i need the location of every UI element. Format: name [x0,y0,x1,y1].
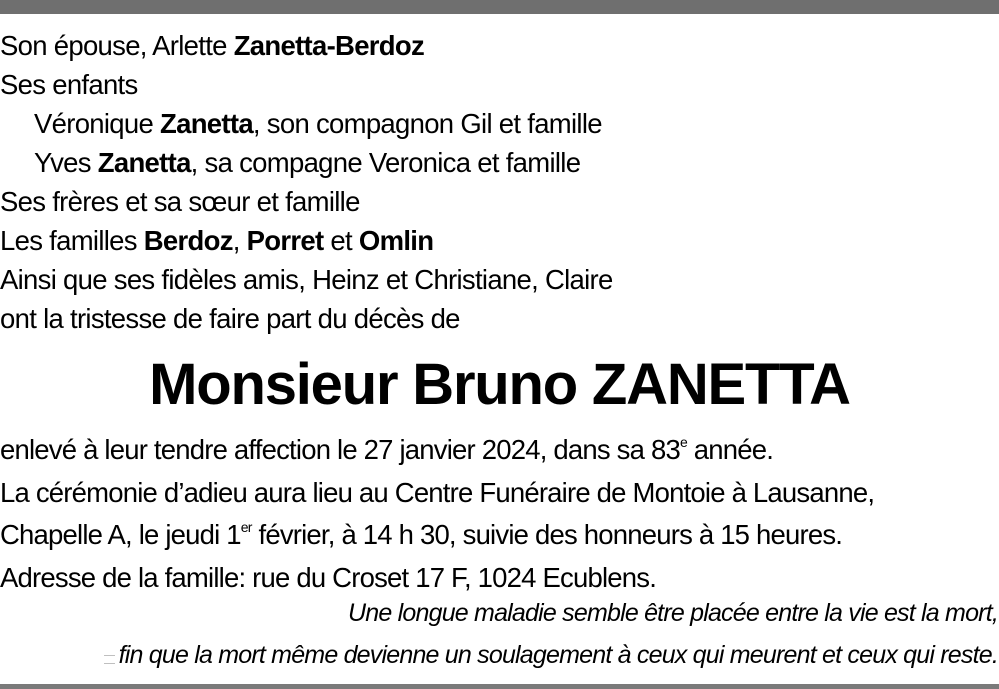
closing-quote [0,592,998,676]
family-address: Adresse de la famille: rue du Croset 17 F, 1024 Ecublens. [0,561,657,593]
family-conjunction: et [323,225,359,256]
families-line [0,221,998,260]
quote-line-2: fin que la mort même devienne un soulagement à ceux qui meurent et ceux qui reste. [118,641,998,669]
child-line-1 [0,104,998,143]
age-line-main: enlevé à leur tendre affection le 27 janvier 2024, dans sa 83 [0,434,680,465]
service-details [0,429,998,599]
schedule-line [0,514,998,557]
spouse-line [0,26,998,65]
children-heading: Ses enfants [0,69,138,100]
child-1-details: , son compagnon Gil et famille [252,108,602,139]
age-line-end: année. [686,434,774,465]
top-rule [0,0,999,14]
announcement-line: ont la tristesse de faire part du décès de [0,303,460,334]
child-line-2 [0,143,998,182]
schedule-line-main: Chapelle A, le jeudi 1 [0,519,241,550]
quote-line-2-wrapper [0,634,998,676]
spouse-prefix: Son épouse, Arlette [0,30,234,61]
family-name-1: Berdoz [143,225,233,256]
ceremony-line: La cérémonie d’adieu aura lieu au Centre Funéraire de Montoie à Lausanne, [0,476,875,508]
friends-line: Ainsi que ses fidèles amis, Heinz et Christiane, Claire [0,264,613,295]
child-2-first-name: Yves [34,147,98,178]
siblings-line: Ses frères et sa sœur et famille [0,186,360,217]
age-line [0,429,998,472]
spouse-name: Zanetta-Berdoz [233,30,425,61]
family-name-2: Porret [246,225,324,256]
family-name-3: Omlin [358,225,434,256]
deceased-name: Monsieur Bruno ZANETTA [149,352,850,417]
child-1-last-name: Zanetta [160,108,253,139]
schedule-line-end: février, à 14 h 30, suivie des honneurs à 15 heures. [251,519,843,550]
family-announcement [0,26,998,338]
families-prefix: Les familles [0,225,144,256]
quote-line-1: Une longue maladie semble être placée entre la vie est la mort, [348,599,998,627]
date-superscript: er [240,519,252,535]
scan-mark-icon [104,655,115,664]
child-2-details: , sa compagne Veronica et famille [190,147,581,178]
bottom-rule [0,684,999,689]
child-2-last-name: Zanetta [97,147,191,178]
age-superscript: e [679,434,687,450]
family-separator: , [232,225,247,256]
child-1-first-name: Véronique [34,108,161,139]
